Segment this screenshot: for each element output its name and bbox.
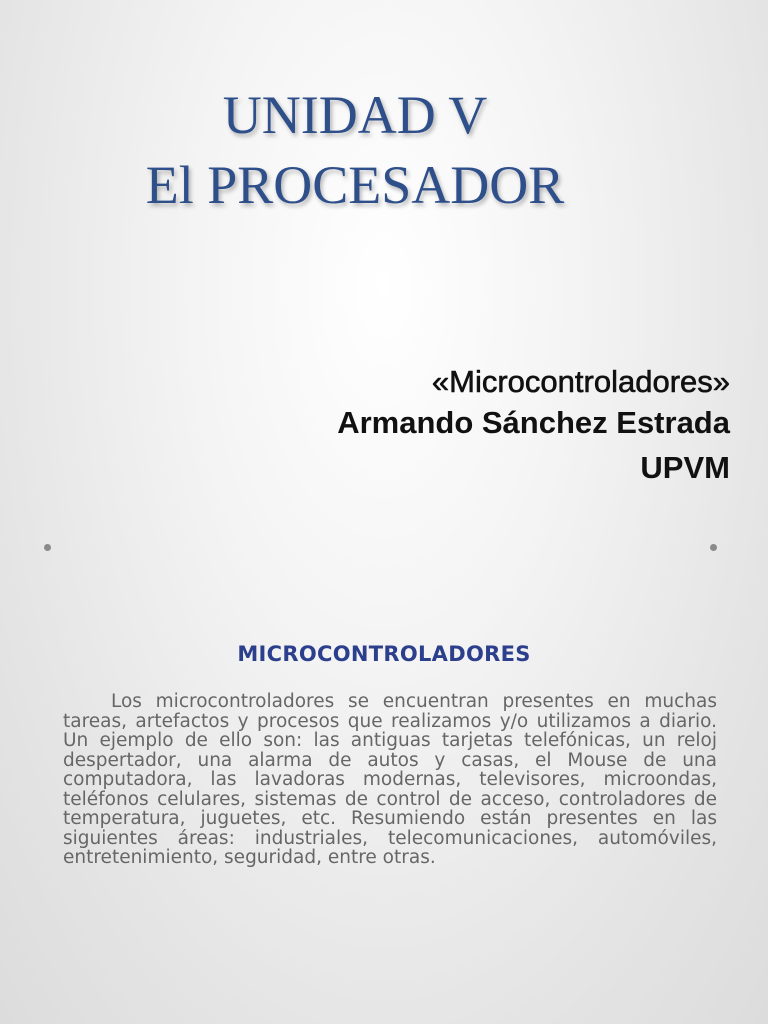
subtitle-institution: UPVM [640, 450, 730, 485]
slide-title-line2: El PROCESADOR [145, 155, 565, 215]
bullet-dot-left [44, 544, 51, 551]
subtitle-author: Armando Sánchez Estrada [337, 405, 730, 440]
bullet-dot-right [710, 544, 717, 551]
section-heading: MICROCONTROLADORES [237, 642, 531, 666]
section-body-text: Los microcontroladores se encuentran presentes en muchas tareas, artefactos y procesos que realizamos y/o utilizamos a diario. Un ejemplo de ello son: las antiguas tarjetas telefónicas, un reloj despertador, una alarma de autos y casas, el Mouse de una computadora, las lavadoras modernas, televisores, microondas, teléfonos celulares, sistemas de control de acceso, controladores de temperatura, juguetes, etc. Resumiendo están presentes en las siguientes áreas: industriales, telecomunicaciones, automóviles, entretenimiento, seguridad, entre otras. [63, 691, 717, 868]
slide-title-line1: UNIDAD V [222, 85, 488, 145]
subtitle-topic: «Microcontroladores» [431, 364, 730, 399]
